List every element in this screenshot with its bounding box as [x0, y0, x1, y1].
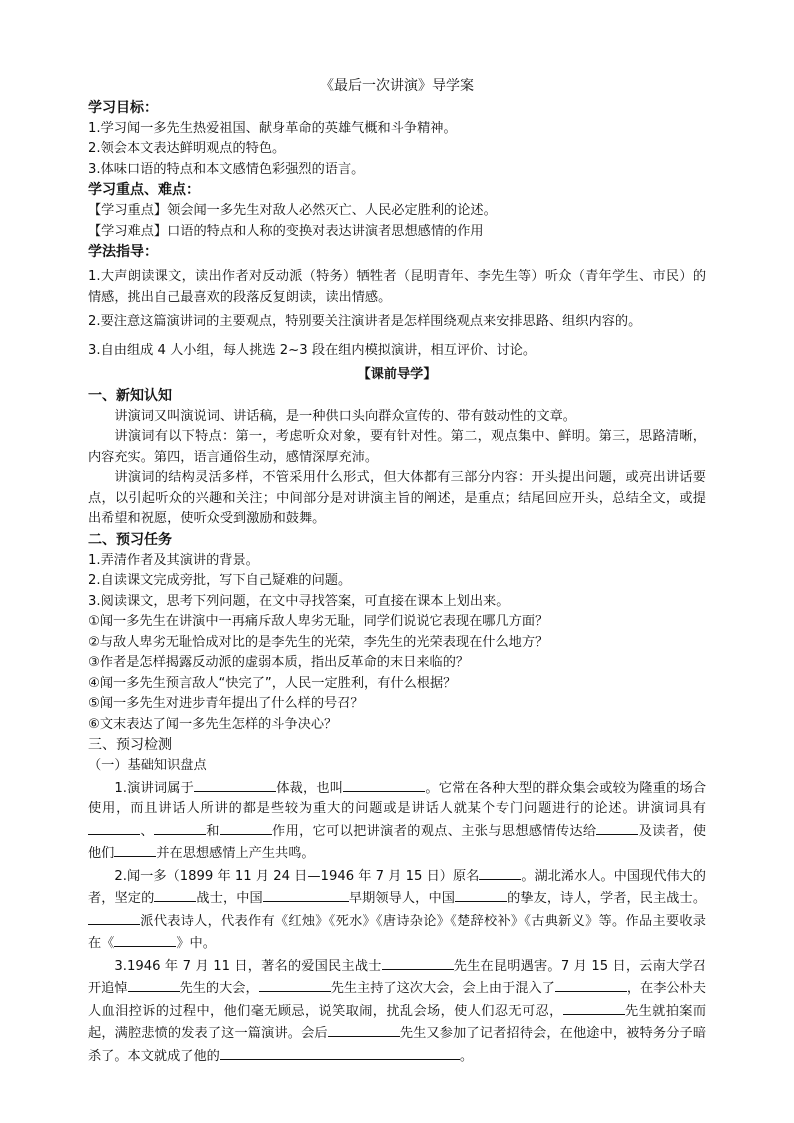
- section1-paragraph: 讲演词又叫演说词、讲话稿，是一种供口头向群众宣传的、带有鼓动性的文章。: [114, 408, 576, 424]
- task-item: 3.阅读课文，思考下列问题，在文中寻找答案，可直接在课本上划出来。: [88, 593, 510, 609]
- preclass-heading: 【课前导学】: [357, 367, 437, 382]
- keypoints-heading: 学习重点、难点：: [88, 182, 200, 198]
- answer-blank[interactable]: [154, 887, 196, 902]
- fill-question-1: 1.演讲词属于 体裁，也叫 。它常在各种大型的群众集会或较为隆重的场合使用，而且讲话人所讲的都是些较为重大的问题或是讲话人就某个专门问题进行的论述。讲演词具有、 和 作用，它可以把讲演者的观点、主张与思想感情传达给 及读者，使他们 并在思想感情上产生共鸣。: [88, 777, 706, 865]
- question-item: ⑥文末表达了闻一多先生怎样的斗争决心？: [88, 716, 338, 732]
- answer-blank[interactable]: [455, 887, 507, 902]
- answer-blank[interactable]: [596, 820, 638, 835]
- section2-heading: 二、预习任务: [88, 531, 172, 548]
- answer-blank[interactable]: [128, 977, 180, 992]
- section1-paragraph: 讲演词有以下特点：第一，考虑听众对象，要有针对性。第二，观点集中、鲜明。第三，思路清晰，内容充实。第四，语言通俗生动，感情深厚充沛。: [88, 429, 706, 465]
- method-item: 3.自由组成 4 人小组，每人挑选 2~3 段在组内模拟演讲，相互评价、讨论。: [88, 342, 537, 358]
- method-item: 2.要注意这篇演讲词的主要观点，特别要关注演讲者是怎样围绕观点来安排思路、组织内容的。: [88, 314, 642, 329]
- objective-item: 3.体味口语的特点和本文感情色彩强烈的语言。: [88, 161, 365, 177]
- answer-blank[interactable]: [220, 1045, 460, 1060]
- keypoint-item: 【学习重点】领会闻一多先生对敌人必然灭亡、人民必定胜利的论述。: [88, 203, 497, 218]
- question-item: ④闻一多先生预言敌人“快完了”，人民一定胜利，有什么根据？: [88, 675, 457, 691]
- fill-question-2: 2.闻一多（1899 年 11 月 24 日—1946 年 7 月 15 日）原名 。湖北浠水人。中国现代伟大的者，坚定的 战士，中国 早期领导人，中国 的挚友，诗人，学者，民主战士。派代表诗人，代表作有《红烛》《死水》《唐诗杂论》《楚辞校补》《古典新义》等。作品主要收录在《 》中。: [88, 865, 706, 955]
- answer-blank[interactable]: [382, 955, 454, 970]
- answer-blank[interactable]: [220, 820, 272, 835]
- objectives-heading: 学习目标：: [88, 99, 158, 116]
- task-item: 2.自读课文完成旁批，写下自己疑难的问题。: [88, 573, 352, 588]
- keypoint-item: 【学习难点】口语的特点和人称的变换对表达讲演者思想感情的作用: [88, 223, 484, 239]
- method-heading: 学法指导：: [88, 244, 158, 260]
- answer-blank[interactable]: [194, 777, 276, 792]
- section3-subheading: （一）基础知识盘点: [88, 758, 207, 773]
- page-title: 《最后一次讲演》导学案: [320, 78, 474, 94]
- question-item: ⑤闻一多先生对进步青年提出了什么样的号召？: [88, 696, 364, 711]
- answer-blank[interactable]: [88, 910, 140, 925]
- objective-item: 2.领会本文表达鲜明观点的特色。: [88, 141, 286, 156]
- answer-blank[interactable]: [328, 1022, 400, 1037]
- document-page: [88, 76, 706, 1067]
- answer-blank[interactable]: [263, 887, 349, 902]
- answer-blank[interactable]: [88, 820, 140, 835]
- answer-blank[interactable]: [479, 865, 521, 880]
- answer-blank[interactable]: [114, 932, 176, 947]
- objective-item: 1.学习闻一多先生热爱祖国、献身革命的英雄气概和斗争精神。: [88, 120, 457, 136]
- fill-question-3: 3.1946 年 7 月 11 日，著名的爱国民主战士 先生在昆明遇害。7 月 15 日，云南大学召开追悼 先生的大会， 先生主持了这次大会，会上由于混入了 ，在李公朴夫人血泪控诉的过程中，他们毫无顾忌，说笑取闹，扰乱会场，使人们忍无可忍， 先生就拍案而起，满腔悲愤的发表了这一篇演讲。会后 先生又参加了记者招待会，在他途中，被特务分子暗杀了。本文就成了他的 。: [88, 955, 706, 1068]
- method-item: 1.大声朗读课文，读出作者对反动派（特务）牺牲者（昆明青年、李先生等）听众（青年学生、市民）的情感，挑出自己最喜欢的段落反复朗读，读出情感。: [88, 269, 706, 305]
- task-item: 1.弄清作者及其演讲的背景。: [88, 552, 259, 568]
- question-item: ③作者是怎样揭露反动派的虚弱本质，指出反革命的末日来临的？: [88, 655, 470, 670]
- answer-blank[interactable]: [555, 977, 627, 992]
- section1-heading: 一、新知认知: [88, 387, 172, 404]
- answer-blank[interactable]: [259, 977, 331, 992]
- answer-blank[interactable]: [563, 1000, 625, 1015]
- answer-blank[interactable]: [343, 777, 425, 792]
- section3-heading: 三、预习检测: [88, 737, 172, 753]
- answer-blank[interactable]: [114, 842, 156, 857]
- question-item: ②与敌人卑劣无耻恰成对比的是李先生的光荣，李先生的光荣表现在什么地方？: [88, 634, 549, 650]
- question-item: ①闻一多先生在讲演中一再痛斥敌人卑劣无耻，同学们说说它表现在哪几方面？: [88, 614, 549, 629]
- answer-blank[interactable]: [154, 820, 206, 835]
- section1-paragraph: 讲演词的结构灵活多样，不管采用什么形式，但大体都有三部分内容：开头提出问题，或亮出讲话要点，以引起听众的兴趣和关注；中间部分是对讲演主旨的阐述，是重点；结尾回应开头，总结全文，或提出希望和祝愿，使听众受到激励和鼓舞。: [88, 470, 706, 526]
